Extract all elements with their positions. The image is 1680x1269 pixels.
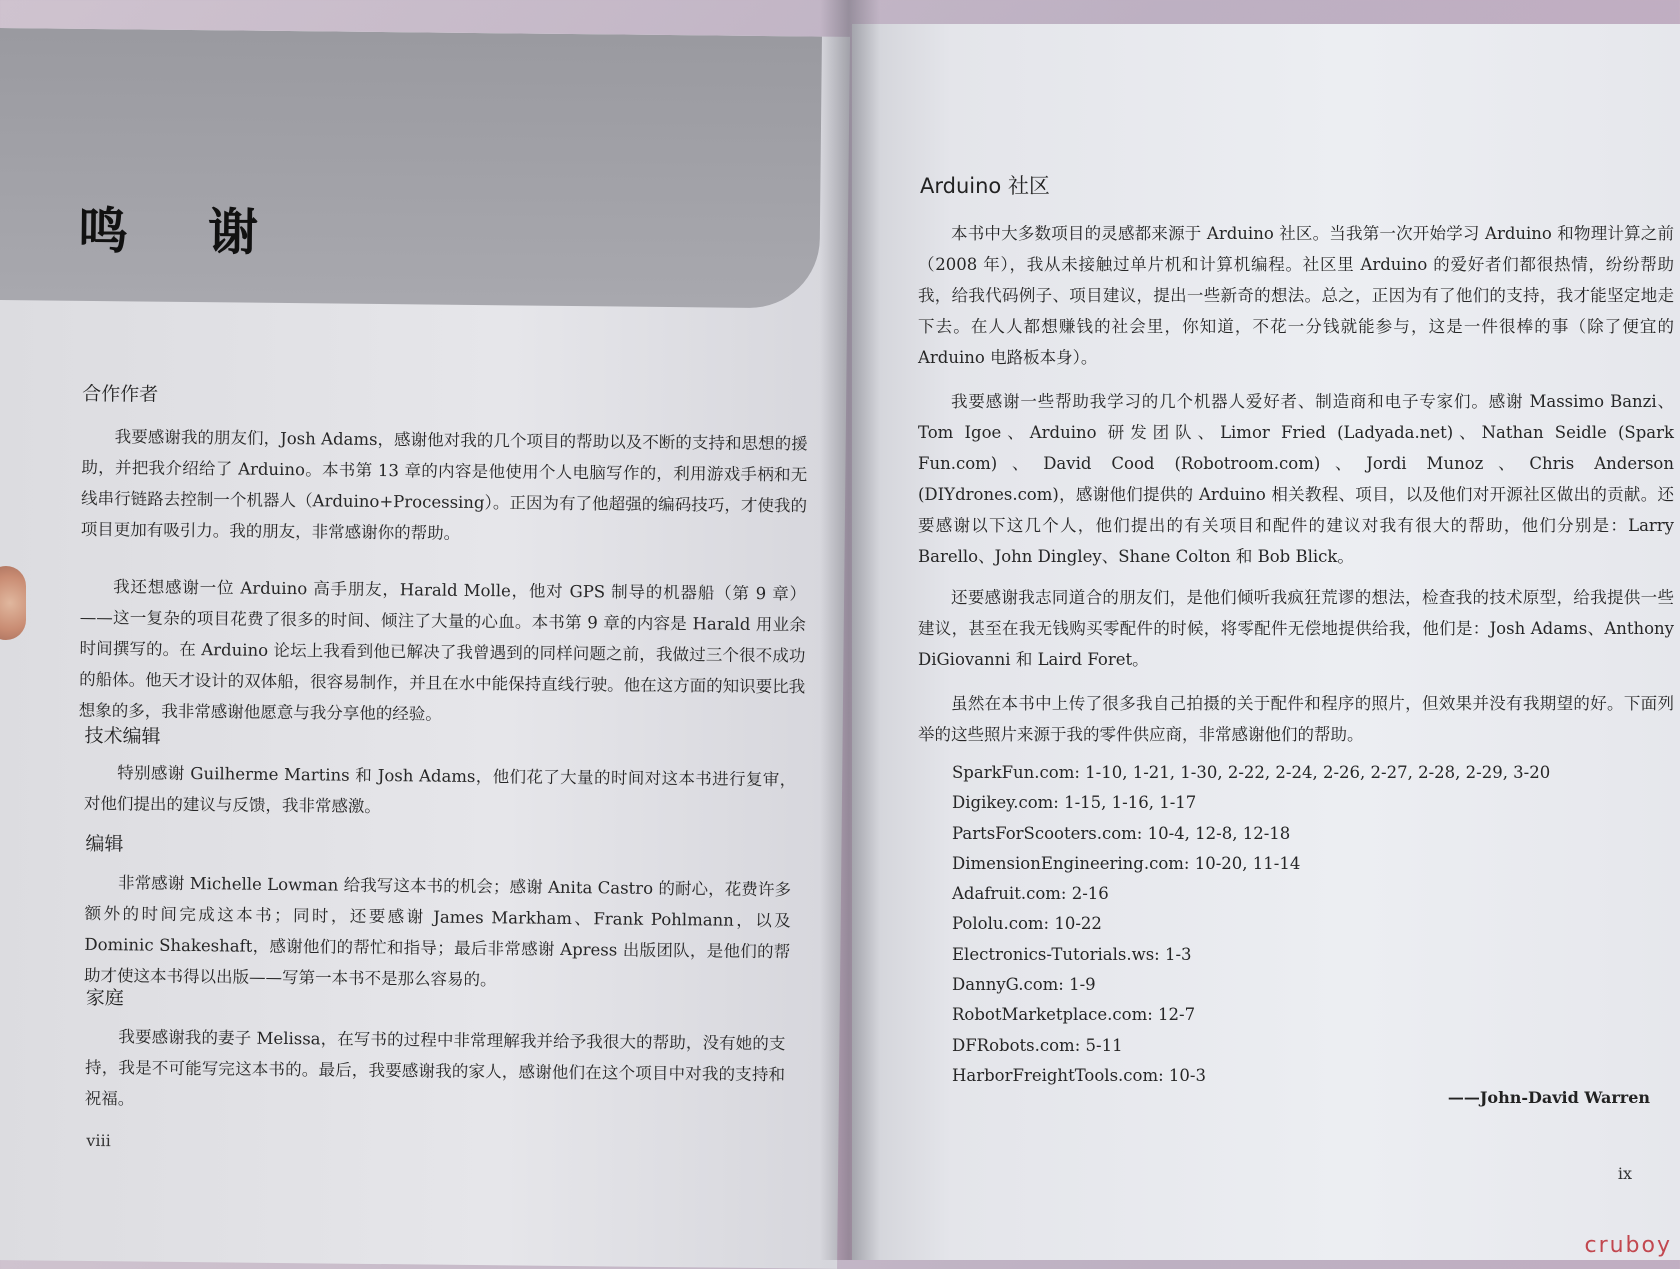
left-page [0,28,850,1269]
paragraph-community-4: 虽然在本书中上传了很多我自己拍摄的关于配件和程序的照片，但效果并没有我期望的好。下面列举的这些照片来源于我的零件供应商，非常感谢他们的帮助。 [918,694,1674,744]
page-number-left: viii [86,1130,111,1151]
paragraph-tech-editor: 特别感谢 Guilherme Martins 和 Josh Adams，他们花了大量的时间对这本书进行复审，对他们提出的建议与反馈，我非常感激。 [83,763,797,817]
photo-credit-item: Adafruit.com: 2-16 [952,884,1109,904]
paragraph-community-2: 我要感谢一些帮助我学习的几个机器人爱好者、制造商和电子专家们。感谢 Massimo Banzi、Tom Igoe、Arduino 研发团队、Limor Fried (Ladyada.net)、Nathan Seidle (Spark Fun.com)、David Cood (Robotroom.com)、Jordi Munoz、Chris Anderson (DIYdrones.com)，感谢他们提供的 Arduino 相关教程、项目，以及他们对开源社区做出的贡献。还要感谢以下这几个人，他们提出的有关项目和配件的建议对我有很大的帮助，他们分别是：Larry Barello、John Dingley、Shane Colton 和 Bob Blick。 [918,392,1674,566]
paragraph-coauthor-1: 我要感谢我的朋友们，Josh Adams，感谢他对我的几个项目的帮助以及不断的支持和思想的援助，并把我介绍给了 Arduino。本书第 13 章的内容是他使用个人电脑写作的，利用游戏手柄和无线串行链路去控制一个机器人（Arduino+Processing）。正因为有了他超强的编码技巧，才使我的项目更加有吸引力。我的朋友，非常感谢你的帮助。 [80,427,808,543]
paragraph-community-1: 本书中大多数项目的灵感都来源于 Arduino 社区。当我第一次开始学习 Arduino 和物理计算之前（2008 年），我从未接触过单片机和计算机编程。社区里 Arduino 的爱好者们都很热情，纷纷帮助我，给我代码例子、项目建议，提出一些新奇的想法。总之，正因为有了他们的支持，我才能坚定地走下去。在人人都想赚钱的社会里，你知道，不花一分钱就能参与，这是一件很棒的事（除了便宜的 Arduino 电路板本身）。 [918,224,1674,367]
photo-credit-item: DannyG.com: 1-9 [952,975,1096,995]
photo-credit-item: Electronics-Tutorials.ws: 1-3 [952,944,1192,964]
photo-credit-item: Digikey.com: 1-15, 1-16, 1-17 [952,793,1197,813]
section-heading-arduino-community: Arduino 社区 [920,174,1050,198]
page-number-right: ix [1617,1164,1632,1183]
photo-credit-item: PartsForScooters.com: 10-4, 12-8, 12-18 [952,823,1291,843]
paragraph-editor: 非常感谢 Michelle Lowman 给我写这本书的机会；感谢 Anita Castro 的耐心，花费许多额外的时间完成这本书；同时，还要感谢 James Markham、Frank Pohlmann，以及 Dominic Shakeshaft，感谢他们的帮忙和指导；最后非常感谢 Apress 出版团队，是他们的帮助才使这本书得以出版——写第一本书不是那么容易的。 [83,873,792,990]
paragraph-coauthor-2: 我还想感谢一位 Arduino 高手朋友，Harald Molle，他对 GPS 制导的机器船（第 9 章）——这一复杂的项目花费了很多的时间、倾注了大量的心血。本书第 9 章的内容是 Harald 用业余时间撰写的。在 Arduino 论坛上我看到他已解决了我曾遇到的同样问题之前，我做过三个很不成功的船体。他天才设计的双体船，很容易制作，并且在水中能保持直线行驶。他在这方面的知识要比我想象的多，我非常感谢他愿意与我分享他的经验。 [78,577,807,724]
photo-credit-item: SparkFun.com: 1-10, 1-21, 1-30, 2-22, 2-24, 2-26, 2-27, 2-28, 2-29, 3-20 [952,763,1551,782]
chapter-title: 鸣谢 [77,201,339,263]
right-page [852,24,1680,1260]
photo-credit-item: Pololu.com: 10-22 [952,914,1102,934]
thumb-holding-book [0,566,26,640]
photo-credit-item: HarborFreightTools.com: 10-3 [952,1065,1206,1085]
author-signature: ——John-David Warren [1447,1088,1650,1107]
section-heading-editor: 编辑 [85,832,124,856]
photo-credit-item: RobotMarketplace.com: 12-7 [952,1005,1196,1025]
photo-credits-list [952,758,1550,1091]
section-heading-tech-editor: 技术编辑 [84,724,161,748]
paragraph-community-3: 还要感谢我志同道合的朋友们，是他们倾听我疯狂荒谬的想法，检查我的技术原型，给我提供一些建议，甚至在我无钱购买零配件的时候，将零配件无偿地提供给我，他们是：Josh Adams、Anthony DiGiovanni 和 Laird Foret。 [918,588,1674,669]
section-heading-family: 家庭 [85,986,124,1010]
paragraph-family: 我要感谢我的妻子 Melissa，在写书的过程中非常理解我并给予我很大的帮助，没有她的支持，我是不可能写完这本书的。最后，我要感谢我的家人，感谢他们在这个项目中对我的支持和祝福。 [84,1027,786,1109]
photo-credit-item: DFRobots.com: 5-11 [952,1035,1123,1055]
section-heading-coauthor: 合作作者 [82,382,159,406]
chapter-banner [0,28,822,309]
photo-credit-item: DimensionEngineering.com: 10-20, 11-14 [952,853,1301,873]
watermark: cruboy [1584,1233,1672,1258]
